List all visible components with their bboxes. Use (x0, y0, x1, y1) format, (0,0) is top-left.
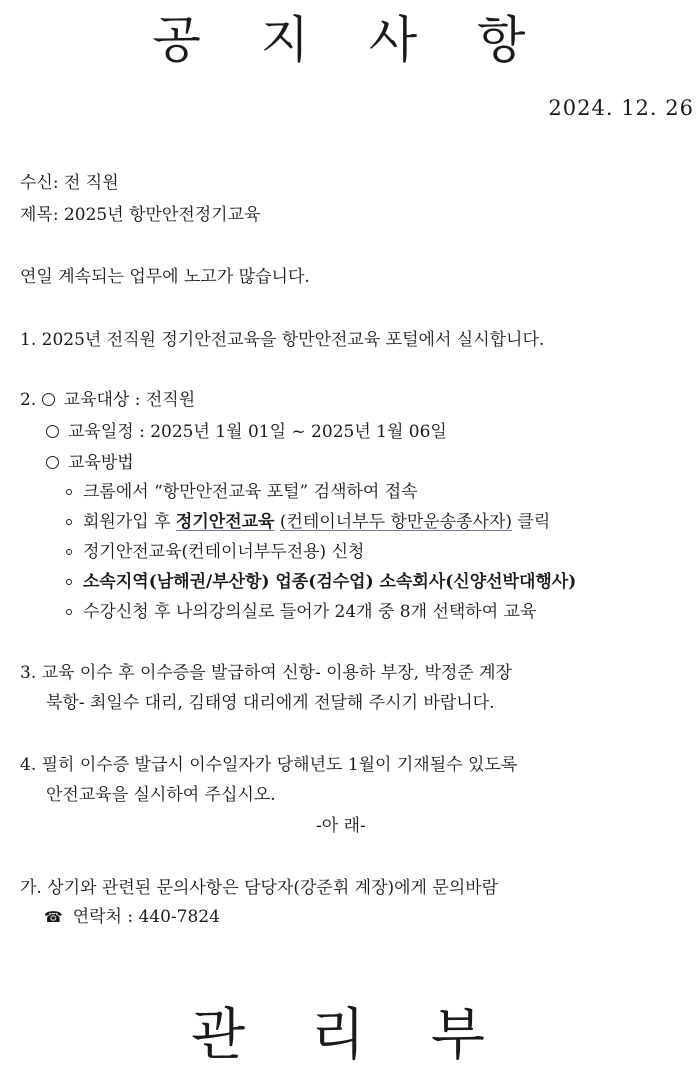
method-step-3-text: 정기안전교육(컨테이너부두전용) 신청 (83, 542, 365, 562)
small-circle-icon (66, 609, 72, 615)
recipient-line: 수신: 전 직원 (20, 173, 119, 193)
small-circle-icon (66, 519, 72, 525)
note-line-1: 가. 상기와 관련된 문의사항은 담당자(강준휘 계장)에게 문의바람 (20, 878, 499, 898)
remark-heading: -아 래- (316, 816, 366, 836)
item-2-target (20, 389, 195, 411)
method-step-1-text: 크롬에서 “항만안전교육 포털” 검색하여 접속 (83, 482, 418, 502)
method-step-5-text: 수강신청 후 나의강의실로 들어가 24개 중 8개 선택하여 교육 (83, 602, 537, 622)
method-step-4-text: 소속지역(남해권/부산항) 업종(검수업) 소속회사(신양선박대행사) (83, 572, 577, 592)
greeting-line: 연일 계속되는 업무에 노고가 많습니다. (20, 267, 310, 287)
small-circle-icon (66, 549, 72, 555)
notice-date: 2024. 12. 26 (548, 96, 694, 120)
note-contact (44, 906, 220, 928)
note-contact-text: 연락처 : 440-7824 (72, 907, 220, 927)
small-circle-icon (66, 489, 72, 495)
method-step-2-bold: 정기안전교육 (175, 512, 275, 532)
small-circle-icon (66, 579, 72, 585)
method-step-2-prefix: 회원가입 후 (83, 512, 176, 532)
item-3-line-2: 북항- 최일수 대리, 김태영 대리에게 전달해 주시기 바랍니다. (46, 693, 495, 713)
item-2-schedule-text: 교육일정 : 2025년 1월 01일 ~ 2025년 1월 06일 (68, 422, 447, 442)
item-1: 1. 2025년 전직원 정기안전교육을 항만안전교육 포털에서 실시합니다. (20, 330, 545, 350)
method-step-2 (66, 511, 550, 533)
method-step-2-suffix: 클릭 (512, 512, 551, 532)
phone-icon: ☎ (44, 908, 63, 926)
method-step-2-paren: (컨테이너부두 항만운송종사자) (279, 512, 513, 532)
method-step-4 (66, 571, 576, 593)
circle-icon (46, 425, 59, 438)
circle-icon (46, 456, 59, 469)
circle-icon (42, 393, 55, 406)
item-4-line-2: 안전교육을 실시하여 주십시오. (46, 785, 276, 805)
item-2-method-text: 교육방법 (68, 453, 134, 473)
subject-line: 제목: 2025년 항만안전정기교육 (20, 205, 261, 225)
method-step-1 (66, 481, 418, 503)
page-title: 공 지 사 항 (152, 11, 548, 69)
item-2-target-text: 교육대상 : 전직원 (63, 390, 196, 410)
method-step-5 (66, 601, 536, 623)
item-3-line-1: 3. 교육 이수 후 이수증을 발급하여 신항- 이용하 부장, 박정준 계장 (20, 663, 512, 683)
item-2-method (46, 452, 134, 474)
item-2-number: 2. (20, 390, 37, 410)
method-step-3 (66, 541, 364, 563)
signature-department: 관 리 부 (191, 1003, 509, 1068)
item-2-schedule (46, 421, 447, 443)
item-4-line-1: 4. 필히 이수증 발급시 이수일자가 당해년도 1월이 기재될수 있도록 (20, 755, 518, 775)
